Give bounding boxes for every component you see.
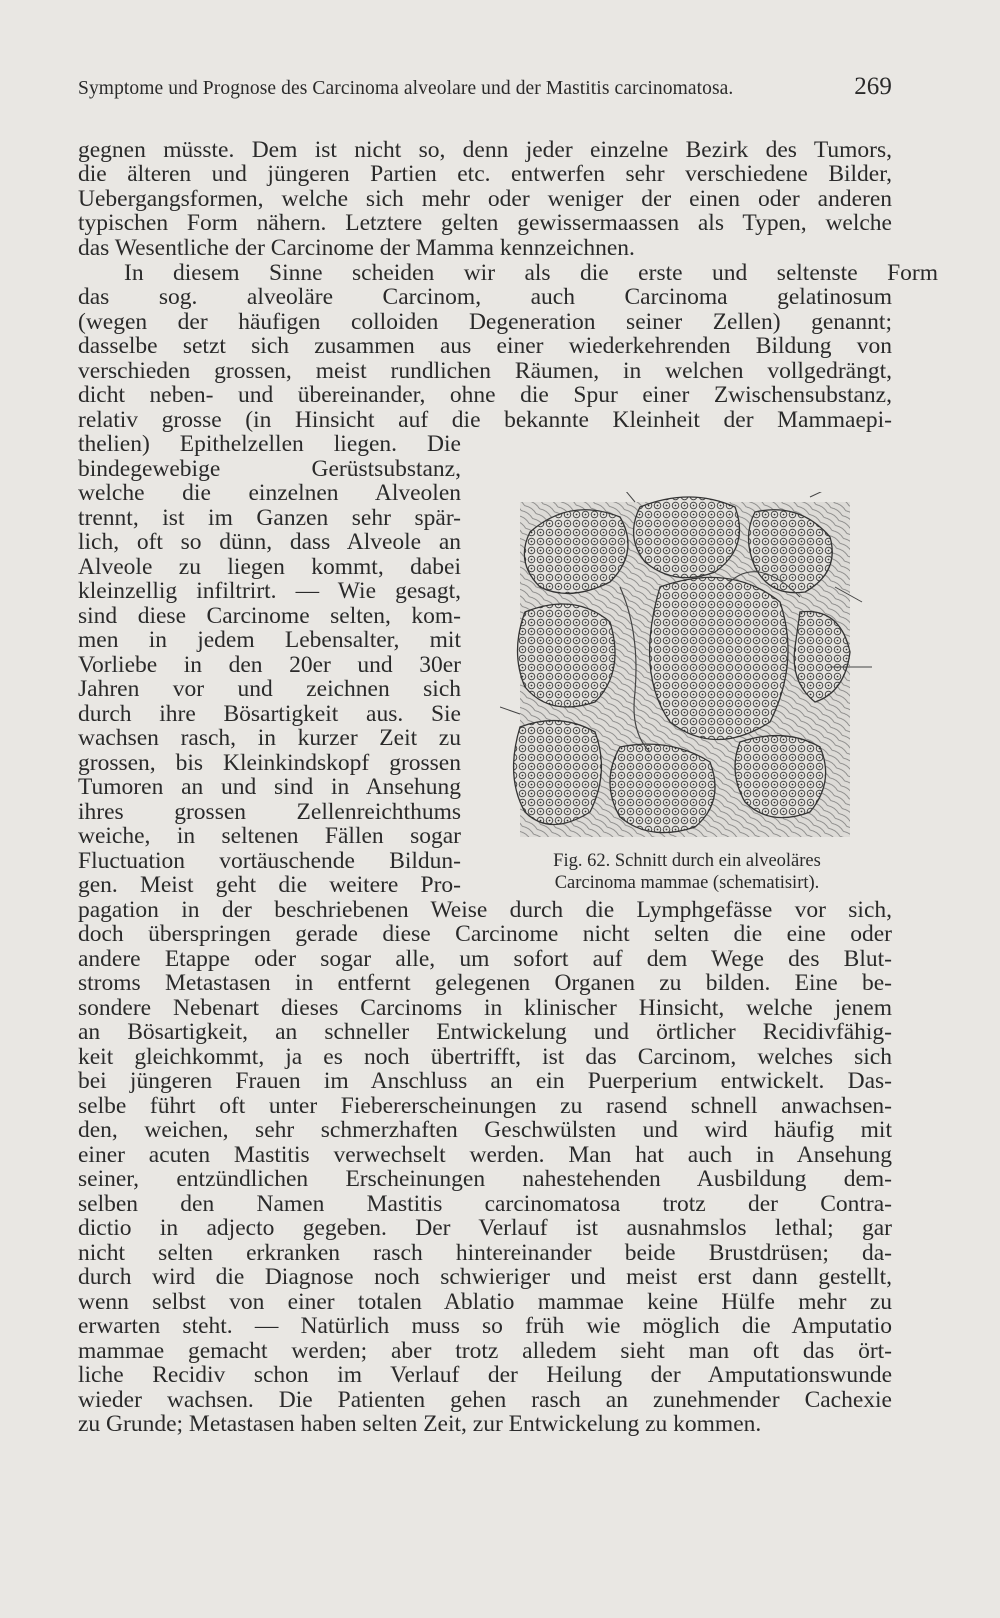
- text-line: zu Grunde; Metastasen haben selten Zeit, zur Entwickelung zu kommen.: [78, 1412, 762, 1437]
- text-line: lich, oft so dünn, dass Alveole an: [78, 530, 461, 555]
- text-line: ihres grossen Zellenreichthums: [78, 800, 461, 825]
- text-line: mammae gemacht werden; aber trotz alledem sieht man oft das ört-: [78, 1339, 892, 1364]
- figure-caption-line-2: Carcinoma mammae (schematisirt).: [554, 873, 820, 893]
- running-header: [78, 73, 892, 100]
- text-line: wachsen rasch, in kurzer Zeit zu: [78, 726, 461, 751]
- page-number: 269: [854, 73, 892, 100]
- text-line: Uebergangsformen, welche sich mehr oder weniger der einen oder anderen: [78, 187, 892, 212]
- text-line: doch überspringen gerade diese Carcinome nicht selten die eine oder: [78, 922, 892, 947]
- text-line: wieder wachsen. Die Patienten gehen rasch an zunehmender Cachexie: [78, 1388, 892, 1413]
- text-line: (wegen der häufigen colloiden Degeneration seiner Zellen) genannt;: [78, 310, 892, 335]
- text-line: men in jedem Lebensalter, mit: [78, 628, 461, 653]
- figure-caption-line-1: Fig. 62. Schnitt durch ein alveoläres: [553, 851, 821, 871]
- text-line: das Wesentliche der Carcinome der Mamma kennzeichnen.: [78, 236, 635, 261]
- text-line: an Bösartigkeit, an schneller Entwickelung und örtlicher Recidivfähig-: [78, 1020, 892, 1045]
- text-line: typischen Form nähern. Letztere gelten gewissermaassen als Typen, welche: [78, 211, 892, 236]
- text-line: liche Recidiv schon im Verlauf der Heilung der Amputationswunde: [78, 1363, 892, 1388]
- text-line: verschieden grossen, meist rundlichen Räumen, in welchen vollgedrängt,: [78, 359, 892, 384]
- text-line: Jahren vor und zeichnen sich: [78, 677, 461, 702]
- text-line: nicht selten erkranken rasch hintereinander beide Brustdrüsen; da-: [78, 1241, 892, 1266]
- text-line: kleinzellig infiltrirt. — Wie gesagt,: [78, 579, 461, 604]
- text-line: das sog. alveoläre Carcinom, auch Carcinoma gelatinosum: [78, 285, 892, 310]
- text-line: dasselbe setzt sich zusammen aus einer wiederkehrenden Bildung von: [78, 334, 892, 359]
- text-line: relativ grosse (in Hinsicht auf die bekannte Kleinheit der Mammaepi-: [78, 408, 892, 433]
- running-title: Symptome und Prognose des Carcinoma alveolare und der Mastitis carcinomatosa.: [78, 78, 734, 99]
- text-line: selbe führt oft unter Fiebererscheinungen zu rasend schnell anwachsen-: [78, 1094, 892, 1119]
- text-line: dictio in adjecto gegeben. Der Verlauf ist ausnahmslos lethal; gar: [78, 1216, 892, 1241]
- text-line: die älteren und jüngeren Partien etc. entwerfen sehr verschiedene Bilder,: [78, 162, 892, 187]
- text-line: bindegewebige Gerüstsubstanz,: [78, 457, 461, 482]
- text-line: Vorliebe in den 20er und 30er: [78, 653, 461, 678]
- text-line: In diesem Sinne scheiden wir als die erste und seltenste Form: [124, 261, 938, 286]
- text-line: thelien) Epithelzellen liegen. Die: [78, 432, 461, 457]
- text-line: wenn selbst von einer totalen Ablatio mammae keine Hülfe mehr zu: [78, 1290, 892, 1315]
- text-line: trennt, ist im Ganzen sehr spär-: [78, 506, 461, 531]
- text-line: Fluctuation vortäuschende Bildun-: [78, 849, 461, 874]
- text-line: sind diese Carcinome selten, kom-: [78, 604, 461, 629]
- text-line: weiche, in seltenen Fällen sogar: [78, 824, 461, 849]
- text-line: Alveole zu liegen kommt, dabei: [78, 555, 461, 580]
- text-line: durch wird die Diagnose noch schwieriger und meist erst dann gestellt,: [78, 1265, 892, 1290]
- text-line: stroms Metastasen in entfernt gelegenen Organen zu bilden. Eine be-: [78, 971, 892, 996]
- text-line: andere Etappe oder sogar alle, um sofort auf dem Wege des Blut-: [78, 947, 892, 972]
- text-line: dicht neben- und übereinander, ohne die Spur einer Zwischensubstanz,: [78, 383, 892, 408]
- text-line: den, weichen, sehr schmerzhaften Geschwülsten und wird häufig mit: [78, 1118, 892, 1143]
- text-line: pagation in der beschriebenen Weise durch die Lymphgefässe vor sich,: [78, 898, 892, 923]
- text-line: gen. Meist geht die weitere Pro-: [78, 873, 461, 898]
- figure-alveolar-carcinoma-illustration: [500, 492, 872, 850]
- text-line: bei jüngeren Frauen im Anschluss an ein Puerperium entwickelt. Das-: [78, 1069, 892, 1094]
- text-line: Tumoren an und sind in Ansehung: [78, 775, 461, 800]
- text-line: seiner, entzündlichen Erscheinungen nahestehenden Ausbildung dem-: [78, 1167, 892, 1192]
- text-line: keit gleichkommt, ja es noch übertrifft, ist das Carcinom, welches sich: [78, 1045, 892, 1070]
- text-line: durch ihre Bösartigkeit aus. Sie: [78, 702, 461, 727]
- text-line: erwarten steht. — Natürlich muss so früh wie möglich die Amputatio: [78, 1314, 892, 1339]
- figure-caption: [482, 850, 892, 894]
- text-line: welche die einzelnen Alveolen: [78, 481, 461, 506]
- text-line: einer acuten Mastitis verwechselt werden. Man hat auch in Ansehung: [78, 1143, 892, 1168]
- text-line: sondere Nebenart dieses Carcinoms in klinischer Hinsicht, welche jenem: [78, 996, 892, 1021]
- text-line: selben den Namen Mastitis carcinomatosa trotz der Contra-: [78, 1192, 892, 1217]
- text-line: grossen, bis Kleinkindskopf grossen: [78, 751, 461, 776]
- text-line: gegnen müsste. Dem ist nicht so, denn jeder einzelne Bezirk des Tumors,: [78, 138, 892, 163]
